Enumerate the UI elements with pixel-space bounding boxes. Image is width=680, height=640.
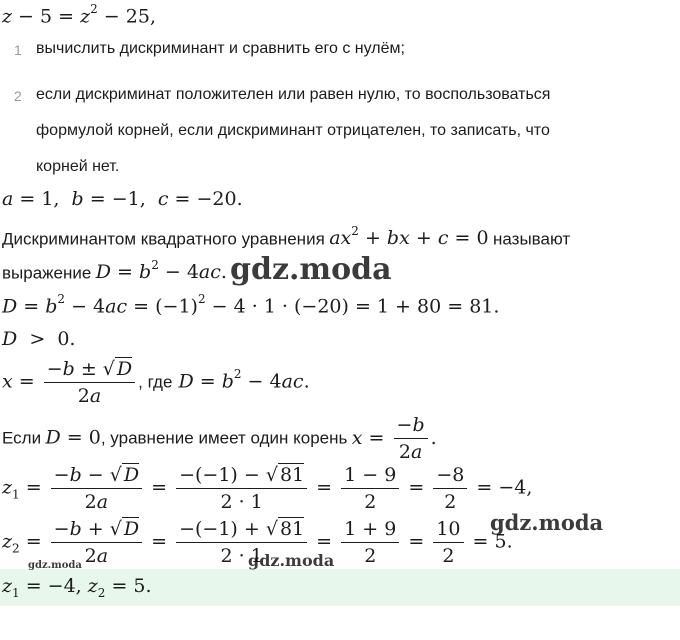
root-z2-calculation: $z_2$ = $\frac{-b + √ D}{2a}$ = $\frac{-(-1) + √ 81}{2 \cdot 1}$ = $\frac{1 + 9}{2}$ = $\frac{10}{2}$ = 5. bbox=[2, 518, 513, 567]
root-z1-calculation: $z_1$ = $\frac{-b - √ D}{2a}$ = $\frac{-(-1) - √ 81}{2 \cdot 1}$ = $\frac{1 - 9}{2}$ = $\frac{-8}{2}$ = −4, bbox=[2, 464, 533, 513]
discriminant-comparison: D > 0. bbox=[2, 328, 76, 350]
coefficients: a = 1, b = −1, c = −20. bbox=[2, 188, 243, 210]
watermark: gdz.moda bbox=[490, 510, 604, 535]
step-number: 1 bbox=[14, 42, 22, 58]
discriminant-formula: выражение $D = b^2 - 4ac$. bbox=[2, 258, 227, 284]
watermark: gdz.moda bbox=[230, 252, 392, 287]
single-root-text: , уравнение имеет один корень bbox=[100, 428, 348, 448]
where-text: , где bbox=[138, 372, 173, 392]
definition-text: Дискриминантом квадратного уравнения bbox=[2, 229, 325, 249]
step-text: вычислить дискриминант и сравнить его с нулём; bbox=[36, 40, 405, 57]
step-text-line: формулой корней, если дискриминант отрицателен, то записать, что bbox=[36, 122, 550, 139]
single-root-case: Если D = 0, уравнение имеет один корень x = $\frac{-b}{2a}$ . bbox=[2, 414, 437, 463]
discriminant-definition: Дискриминантом квадратного уравнения $ax^2$ + bx + c = 0 называют bbox=[2, 224, 571, 250]
answer-box bbox=[0, 569, 680, 606]
watermark-small: gdz.moda bbox=[28, 560, 82, 571]
root-formula: x = $\frac{-b \pm √ D}{2a}$ , где $D = b^2 - 4ac$. bbox=[2, 358, 310, 407]
step-number: 2 bbox=[14, 88, 22, 104]
step-text-line: если дискриминат положителен или равен нулю, то воспользоваться bbox=[36, 86, 551, 103]
if-text: Если bbox=[2, 428, 42, 448]
definition-text: выражение bbox=[2, 263, 92, 283]
answer: $z_1 = -4$, $z_2 = 5$. bbox=[2, 575, 152, 600]
definition-text: называют bbox=[493, 229, 571, 249]
discriminant-calculation: $D = b^2 - 4ac = (-1)^2 - 4 \cdot 1 \cdot (-20) = 1 + 80 = 81$. bbox=[2, 292, 500, 318]
equation: $z - 5 = z^2 - 25$, bbox=[2, 2, 156, 28]
step-text-line: корней нет. bbox=[36, 158, 120, 175]
watermark: gdz.moda bbox=[248, 551, 335, 570]
